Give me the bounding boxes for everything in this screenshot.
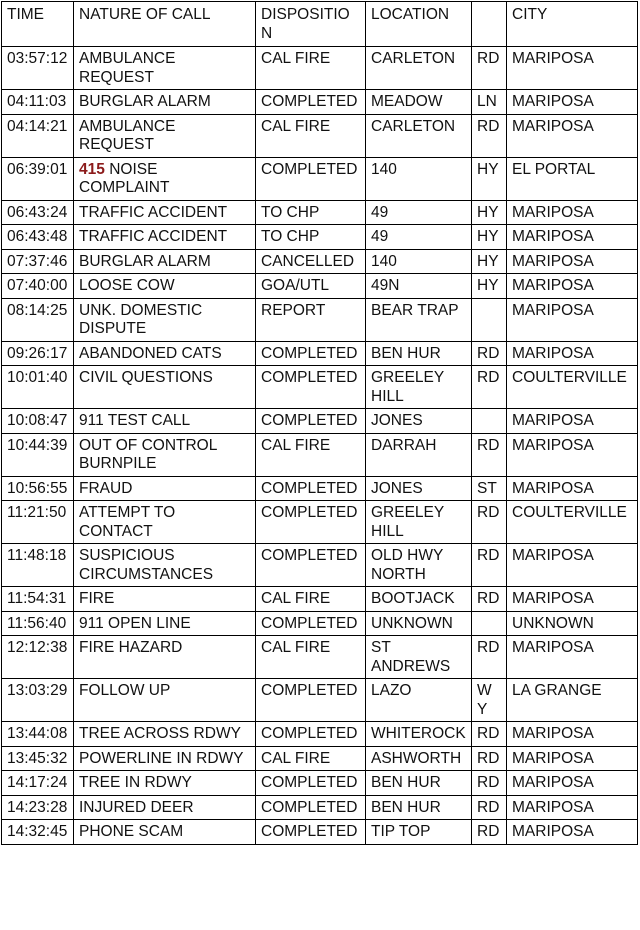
cell-time: 10:01:40 [2,366,74,409]
table-body [2,47,638,845]
cell-location: ST ANDREWS [366,636,472,679]
cell-nature-of-call: OUT OF CONTROL BURNPILE [74,433,256,476]
cell-city: MARIPOSA [507,409,638,434]
cell-location: GREELEY HILL [366,501,472,544]
cell-location: BEN HUR [366,795,472,820]
cell-street-suffix: RD [472,366,507,409]
cell-nature-of-call: TREE ACROSS RDWY [74,722,256,747]
cell-disposition: CAL FIRE [256,47,366,90]
cell-time: 14:17:24 [2,771,74,796]
table-row [2,587,638,612]
cell-street-suffix: WY [472,679,507,722]
cell-nature-of-call: INJURED DEER [74,795,256,820]
header-location: LOCATION [366,2,472,47]
cell-disposition: COMPLETED [256,366,366,409]
cell-city: COULTERVILLE [507,366,638,409]
cell-disposition: COMPLETED [256,476,366,501]
cell-location: ASHWORTH [366,746,472,771]
cell-city: MARIPOSA [507,722,638,747]
cell-nature-of-call: ABANDONED CATS [74,341,256,366]
cell-street-suffix: RD [472,544,507,587]
cell-disposition: COMPLETED [256,795,366,820]
cell-street-suffix: RD [472,114,507,157]
cell-time: 11:48:18 [2,544,74,587]
cell-time: 13:45:32 [2,746,74,771]
cell-location: CARLETON [366,47,472,90]
table-row [2,341,638,366]
cell-city: MARIPOSA [507,274,638,299]
cell-time: 03:57:12 [2,47,74,90]
cell-location: TIP TOP [366,820,472,845]
cell-nature-of-call: 911 TEST CALL [74,409,256,434]
cell-disposition: REPORT [256,298,366,341]
cell-location: 49 [366,200,472,225]
cell-street-suffix: RD [472,587,507,612]
cell-time: 06:39:01 [2,157,74,200]
cell-street-suffix: HY [472,249,507,274]
header-street-suffix [472,2,507,47]
cell-nature-of-call: PHONE SCAM [74,820,256,845]
cell-location: OLD HWY NORTH [366,544,472,587]
cell-street-suffix: RD [472,795,507,820]
cell-street-suffix: RD [472,722,507,747]
cell-city: MARIPOSA [507,200,638,225]
cell-disposition: COMPLETED [256,611,366,636]
cell-street-suffix: RD [472,820,507,845]
cell-time: 14:23:28 [2,795,74,820]
cell-location: 49N [366,274,472,299]
cell-nature-of-call: AMBULANCE REQUEST [74,47,256,90]
cell-time: 06:43:48 [2,225,74,250]
cell-location: UNKNOWN [366,611,472,636]
header-row [2,2,638,47]
cell-city: MARIPOSA [507,746,638,771]
cell-location: MEADOW [366,90,472,115]
cell-city: UNKNOWN [507,611,638,636]
cell-nature-of-call: ATTEMPT TO CONTACT [74,501,256,544]
table-row [2,679,638,722]
cell-time: 12:12:38 [2,636,74,679]
table-row [2,225,638,250]
cell-city: MARIPOSA [507,476,638,501]
call-code: 415 [79,160,105,178]
cell-location: DARRAH [366,433,472,476]
cell-nature-of-call: UNK. DOMESTIC DISPUTE [74,298,256,341]
table-row [2,298,638,341]
cell-street-suffix: RD [472,47,507,90]
cell-time: 10:56:55 [2,476,74,501]
cell-city: LA GRANGE [507,679,638,722]
cell-nature-of-call: TREE IN RDWY [74,771,256,796]
table-row [2,433,638,476]
cell-time: 11:21:50 [2,501,74,544]
table-row [2,90,638,115]
cell-disposition: COMPLETED [256,409,366,434]
cell-location: BEAR TRAP [366,298,472,341]
table-row [2,636,638,679]
table-row [2,611,638,636]
cell-nature-of-call [74,157,256,200]
table-row [2,409,638,434]
cell-location: 140 [366,157,472,200]
cell-street-suffix: RD [472,636,507,679]
cell-disposition: COMPLETED [256,771,366,796]
cell-city: MARIPOSA [507,587,638,612]
cell-nature-of-call: SUSPICIOUS CIRCUMSTANCES [74,544,256,587]
cell-city: MARIPOSA [507,47,638,90]
cell-street-suffix: LN [472,90,507,115]
cell-city: MARIPOSA [507,795,638,820]
header-time: TIME [2,2,74,47]
header-nature-of-call: NATURE OF CALL [74,2,256,47]
cell-city: MARIPOSA [507,636,638,679]
cell-nature-of-call: CIVIL QUESTIONS [74,366,256,409]
cell-nature-of-call: LOOSE COW [74,274,256,299]
cell-street-suffix: HY [472,274,507,299]
cell-street-suffix: HY [472,225,507,250]
table-row [2,544,638,587]
cell-city: MARIPOSA [507,771,638,796]
cell-time: 04:14:21 [2,114,74,157]
cell-city: MARIPOSA [507,433,638,476]
cell-nature-of-call: POWERLINE IN RDWY [74,746,256,771]
cell-disposition: COMPLETED [256,722,366,747]
table-row [2,114,638,157]
table-row [2,501,638,544]
cell-disposition: CAL FIRE [256,587,366,612]
cell-time: 07:37:46 [2,249,74,274]
cell-time: 07:40:00 [2,274,74,299]
header-city: CITY [507,2,638,47]
cell-disposition: COMPLETED [256,820,366,845]
cell-location: LAZO [366,679,472,722]
cell-disposition: COMPLETED [256,157,366,200]
table-row [2,366,638,409]
cell-time: 10:44:39 [2,433,74,476]
table-row [2,771,638,796]
cell-street-suffix: ST [472,476,507,501]
cell-disposition: CAL FIRE [256,636,366,679]
table-row [2,47,638,90]
cell-location: BEN HUR [366,771,472,796]
header-disposition: DISPOSITION [256,2,366,47]
table-row [2,476,638,501]
table-row [2,157,638,200]
cell-location: BEN HUR [366,341,472,366]
cell-location: CARLETON [366,114,472,157]
cell-nature-of-call: 911 OPEN LINE [74,611,256,636]
table-row [2,249,638,274]
cell-street-suffix: HY [472,200,507,225]
cell-time: 13:03:29 [2,679,74,722]
cell-city: MARIPOSA [507,341,638,366]
table-header [2,2,638,47]
cell-location: JONES [366,476,472,501]
table-row [2,274,638,299]
cell-time: 13:44:08 [2,722,74,747]
call-log-table [1,1,638,845]
cell-street-suffix: RD [472,433,507,476]
cell-time: 08:14:25 [2,298,74,341]
cell-location: 49 [366,225,472,250]
cell-disposition: TO CHP [256,200,366,225]
cell-street-suffix: RD [472,746,507,771]
cell-city: EL PORTAL [507,157,638,200]
cell-time: 06:43:24 [2,200,74,225]
cell-city: MARIPOSA [507,114,638,157]
cell-disposition: CAL FIRE [256,746,366,771]
cell-nature-of-call: BURGLAR ALARM [74,249,256,274]
cell-street-suffix: RD [472,771,507,796]
cell-city: MARIPOSA [507,249,638,274]
table-row [2,795,638,820]
cell-street-suffix [472,409,507,434]
table-row [2,200,638,225]
cell-street-suffix: HY [472,157,507,200]
cell-disposition: CAL FIRE [256,114,366,157]
cell-disposition: CANCELLED [256,249,366,274]
cell-street-suffix [472,298,507,341]
table-row [2,722,638,747]
cell-street-suffix: RD [472,341,507,366]
cell-city: MARIPOSA [507,225,638,250]
cell-location: JONES [366,409,472,434]
table-row [2,820,638,845]
cell-city: MARIPOSA [507,90,638,115]
cell-nature-of-call: BURGLAR ALARM [74,90,256,115]
cell-city: MARIPOSA [507,298,638,341]
cell-time: 09:26:17 [2,341,74,366]
cell-location: 140 [366,249,472,274]
table-row [2,746,638,771]
cell-nature-of-call: FIRE [74,587,256,612]
cell-nature-of-call: TRAFFIC ACCIDENT [74,200,256,225]
cell-time: 10:08:47 [2,409,74,434]
cell-disposition: GOA/UTL [256,274,366,299]
cell-time: 11:56:40 [2,611,74,636]
cell-disposition: COMPLETED [256,679,366,722]
cell-disposition: CAL FIRE [256,433,366,476]
cell-location: BOOTJACK [366,587,472,612]
cell-nature-of-call: FOLLOW UP [74,679,256,722]
cell-disposition: TO CHP [256,225,366,250]
cell-nature-of-call: FRAUD [74,476,256,501]
call-nature-text: NOISE COMPLAINT [79,160,170,196]
cell-location: GREELEY HILL [366,366,472,409]
cell-disposition: COMPLETED [256,90,366,115]
cell-location: WHITEROCK [366,722,472,747]
cell-disposition: COMPLETED [256,341,366,366]
cell-time: 14:32:45 [2,820,74,845]
cell-city: MARIPOSA [507,544,638,587]
cell-nature-of-call: TRAFFIC ACCIDENT [74,225,256,250]
cell-time: 11:54:31 [2,587,74,612]
cell-disposition: COMPLETED [256,501,366,544]
cell-disposition: COMPLETED [256,544,366,587]
cell-nature-of-call: AMBULANCE REQUEST [74,114,256,157]
cell-time: 04:11:03 [2,90,74,115]
cell-city: COULTERVILLE [507,501,638,544]
cell-street-suffix [472,611,507,636]
cell-nature-of-call: FIRE HAZARD [74,636,256,679]
cell-city: MARIPOSA [507,820,638,845]
cell-street-suffix: RD [472,501,507,544]
